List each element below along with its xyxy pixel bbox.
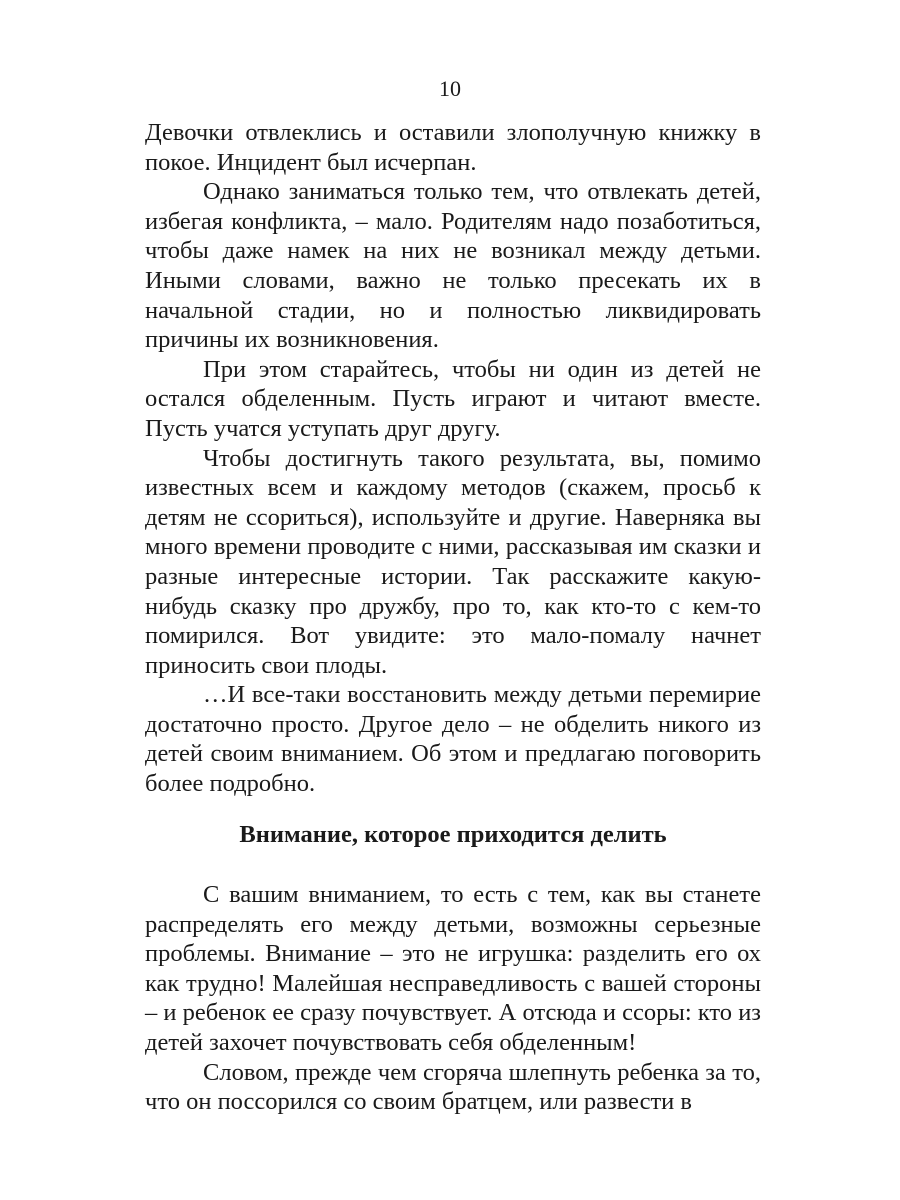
section-heading: Внимание, которое приходится делить — [239, 821, 667, 848]
body-text-top — [145, 118, 761, 799]
paragraph: Девочки отвлеклись и оставили злополучную книжку в покое. Инцидент был исчерпан. — [145, 119, 761, 176]
paragraph: С вашим вниманием, то есть с тем, как вы станете распределять его между детьми, возможны серьезные проблемы. Внимание – это не игрушка: разделить его ох как трудно! Малейшая несправедливость с вашей стороны – и ребенок ее сразу почувствует. А отсюда и ссоры: кто из детей захочет почувствовать себя обделенным! — [145, 881, 761, 1056]
paragraph: Словом, прежде чем сгоряча шлепнуть ребенка за то, что он поссорился со своим братцем, или развести в — [145, 1058, 761, 1116]
paragraph: Однако заниматься только тем, что отвлекать детей, избегая конфликта, – мало. Родителям надо позаботиться, чтобы даже намек на них не возникал между детьми. Иными словами, важно не только пресекать их в начальной стадии, но и полностью ликвидировать причины их возникновения. — [145, 178, 761, 354]
page-number: 10 — [439, 76, 461, 101]
paragraph: При этом старайтесь, чтобы ни один из детей не остался обделенным. Пусть играют и читают вместе. Пусть учатся уступать друг другу. — [145, 355, 761, 442]
body-text-bottom — [145, 880, 761, 1117]
paragraph: Чтобы достигнуть такого результата, вы, помимо известных всем и каждому методов (скажем, просьб к детям не ссориться), используйте и другие. Наверняка вы много времени проводите с ними, рассказывая им сказки и разные интересные истории. Так расскажите какую-нибудь сказку про дружбу, про то, как кто-то с кем-то помирился. Вот увидите: это мало-помалу начнет приносить свои плоды. — [145, 444, 761, 679]
paragraph: …И все-таки восстановить между детьми перемирие достаточно просто. Другое дело – не обделить никого из детей своим вниманием. Об этом и предлагаю поговорить более подробно. — [145, 681, 761, 798]
